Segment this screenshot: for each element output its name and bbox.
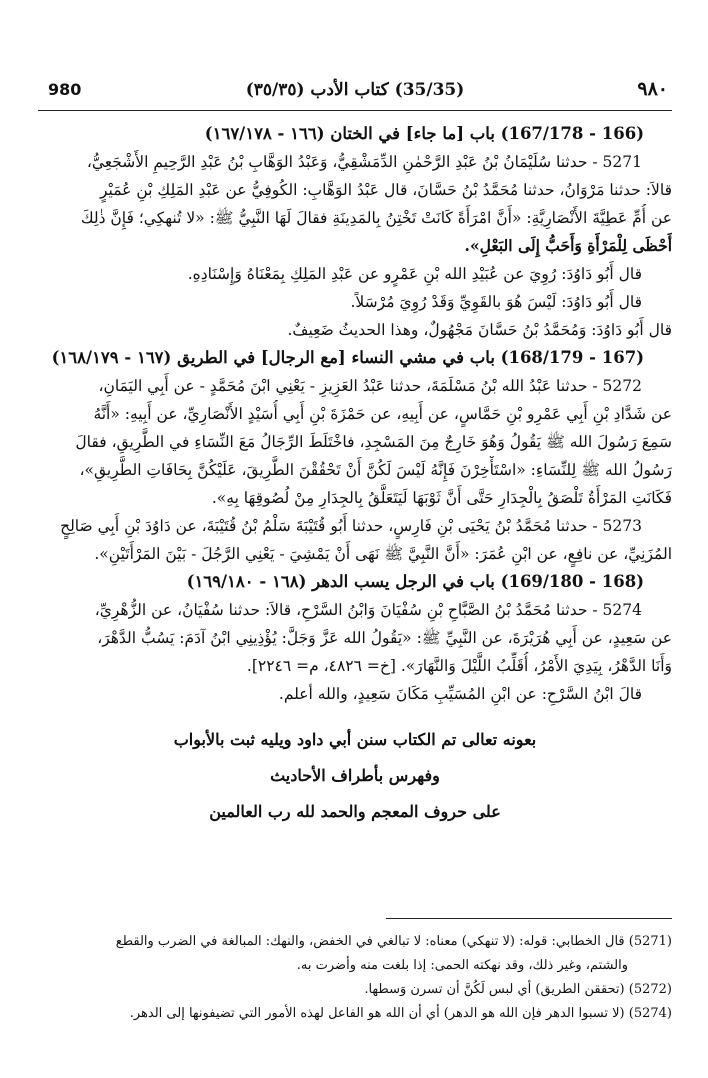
footnote-5272: (5272) (تحققن الطريق) أي لبس لَكُنَّ أن تسرن وَسطها. <box>364 982 672 997</box>
text-line: قالَ ابْنُ السَّرْحِ: عن ابْنِ المُسَيِّبِ مَكَانَ سَعِيدٍ، والله أعلم. <box>278 685 642 703</box>
text-line: سَمِعَ رَسُولَ الله ﷺ يَقُولُ وَهُوَ خَارِجٌ مِنَ المَسْجِدِ، فاخْتَلَطَ الرِّجَالُ مَعَ النِّسَاءِ في الطَّرِيقِ، فقالَ <box>75 433 672 451</box>
footnote-5274: (5274) (لا تسبوا الدهر فإن الله هو الدهر) أي أن الله هو الفاعل لهذه الأمور التي تضيفونها إلى الدهر. <box>129 1006 672 1021</box>
text-line: قال أَبُو دَاوُدَ: لَيْسَ هُوَ بالقَوِيِّ وَقَدْ رُوِيَ مُرْسَلاً. <box>350 293 642 311</box>
text-line: قال أَبُو دَاوُدَ: وَمُحَمَّدُ بْنُ حَسَّانَ مَجْهُولٌ، وهذا الحديثُ ضَعِيفٌ. <box>287 321 672 339</box>
text-line: أَحْظَى لِلْمَرْأَةِ وَأَحَبُّ إِلَى البَعْلِ». <box>464 236 672 255</box>
closing-line: بعونه تعالى تم الكتاب سنن أبي داود ويليه ثبت بالأبواب <box>173 730 537 749</box>
page-number-arabic: ٩٨٠ <box>637 78 668 100</box>
closing-line: وفهرس بأطراف الأحاديث <box>270 766 440 785</box>
page-number-latin: 980 <box>48 80 82 99</box>
footnote-5271-cont: والشتم، وغير ذلك، وقد نهكته الحمى: إذا بلغت منه وأضرت به. <box>296 958 628 973</box>
footnote-rule <box>386 918 672 919</box>
header-rule <box>38 110 672 111</box>
text-line: قالاَ: حدثنا مَرْوَانُ، حدثنا مُحَمَّدُ بْنُ حَسَّانَ، قال عَبْدُ الوَهَّابِ: الكُوفِيُّ عن عَبْدِ المَلِكِ بْنِ عُمَيْرٍ <box>99 181 672 199</box>
running-title: (35/35) كتاب الأدب (٣٥/٣٥) <box>245 80 465 100</box>
text-line: رَسُولُ الله ﷺ لِلنِّسَاءِ: «اسْتَأْخِرْنَ فَإِنَّهُ لَيْسَ لَكُنَّ أَنْ تَحْقُقْنَ الطَّرِيقَ، عَلَيْكُنَّ بِحَافَاتِ الطَّرِيقِ»، <box>79 461 672 479</box>
closing-line: على حروف المعجم والحمد لله رب العالمين <box>209 802 501 821</box>
footnote-5271: (5271) قال الخطابي: قوله: (لا تنهكي) معناه: لا تبالغي في الخفض، والنهك: المبالغة في الضرب والقطع <box>115 934 672 949</box>
text-line: عن أُمِّ عَطِيَّةَ الأَنْصَارِيَّةِ: «أَنَّ امْرَأَةً كَانَتْ تَخْتِنُ بِالمَدِينَةِ فقالَ لَهَا النَّبِيُّ ﷺ: «لا تُنهكِي؛ فَإِنَّ ذٰلِكَ <box>80 209 672 227</box>
text-line: (166 - 167/178) باب [ما جاء] في الختان (١٦٦ - ١٦٧/١٧٨) <box>204 124 644 143</box>
text-line: عن شَدَّادِ بْنِ أَبِي عَمْرِو بْنِ حَمَّاسٍ، عن أَبِيهِ، عن حَمْزَةَ بْنِ أَبِي أُسَيْدٍ الأَنْصَارِيِّ، عن أَبِيهِ: «أَنَّهُ <box>93 405 672 423</box>
text-line: وَأَنَا الدَّهْرُ، بِيَدِيَ الأَمْرُ، أُقَلِّبُ اللَّيْلَ وَالنَّهَارَ». [خ= ٤٨٢٦، م= ٢٢٤٦]. <box>246 657 672 675</box>
text-line: قال أَبُو دَاوُدَ: رُوِيَ عن عُبَيْدِ الله بْنِ عَمْرٍو عن عَبْدِ المَلِكِ بِمَعْنَاهُ وَإِسْنَادِهِ. <box>187 265 642 283</box>
text-line: (168 - 169/180) باب في الرجل يسب الدهر (١٦٨ - ١٦٩/١٨٠) <box>186 572 644 591</box>
text-line: 5271 - حدثنا سُلَيْمَانُ بْنُ عَبْدِ الرَّحْمٰنِ الدِّمَشْقِيُّ، وَعَبْدُ الوَهَّابِ بْنُ عَبْدِ الرَّحِيمِ الأَشْجَعِيُّ، <box>86 153 642 171</box>
text-line: 5273 - حدثنا مُحَمَّدُ بْنُ يَحْيَى بْنِ فَارِسٍ، حدثنا أَبُو قُتَيْبَةَ سَلْمُ بْنُ قُتَيْبَةَ، عن دَاوُدَ بْنِ أَبِي صَالِحٍ <box>60 517 642 535</box>
closing-statement <box>38 722 672 830</box>
footnotes <box>38 930 672 1026</box>
text-line: فَكَانَتِ المَرْأَةُ تَلْصَقُ بِالْجِدَارِ حَتَّى أَنَّ ثَوْبَهَا لَيَتَعَلَّقُ بِالجِدَارِ مِنْ لُصُوقِهَا بِهِ». <box>211 489 672 507</box>
main-text <box>38 120 672 830</box>
text-line: 5274 - حدثنا مُحَمَّدُ بْنُ الصَّبَّاحِ بْنِ سُفْيَانَ وَابْنُ السَّرْحِ، قالاَ: حدثنا سُفْيَانُ، عن الزُّهْرِيِّ، <box>94 601 642 619</box>
text-line: 5272 - حدثنا عَبْدُ الله بْنُ مَسْلَمَةَ، حدثنا عَبْدُ العَزِيزِ - يَعْنِي ابْنَ مُحَمَّدٍ - عن أَبِي اليَمَانِ، <box>98 377 642 395</box>
text-line: عن سَعِيدٍ، عن أَبِي هُرَيْرَةَ، عن النَّبِيِّ ﷺ: «يَقُولُ الله عَزَّ وَجَلَّ: يُؤْذِينِي ابْنُ آدَمَ: يَسُبُّ الدَّهْرَ، <box>97 629 672 647</box>
text-line: المُزَنِيِّ، عن نافِعٍ، عن ابْنِ عُمَرَ: «أَنَّ النَّبِيَّ ﷺ نَهَى أَنْ يَمْشِيَ - يَعْنِي الرَّجُلَ - بَيْنَ المَرْأَتَيْنِ». <box>94 545 672 563</box>
running-header <box>38 78 672 106</box>
text-line: (167 - 168/179) باب في مشي النساء [مع الرجال] في الطريق (١٦٧ - ١٦٨/١٧٩) <box>51 348 644 367</box>
